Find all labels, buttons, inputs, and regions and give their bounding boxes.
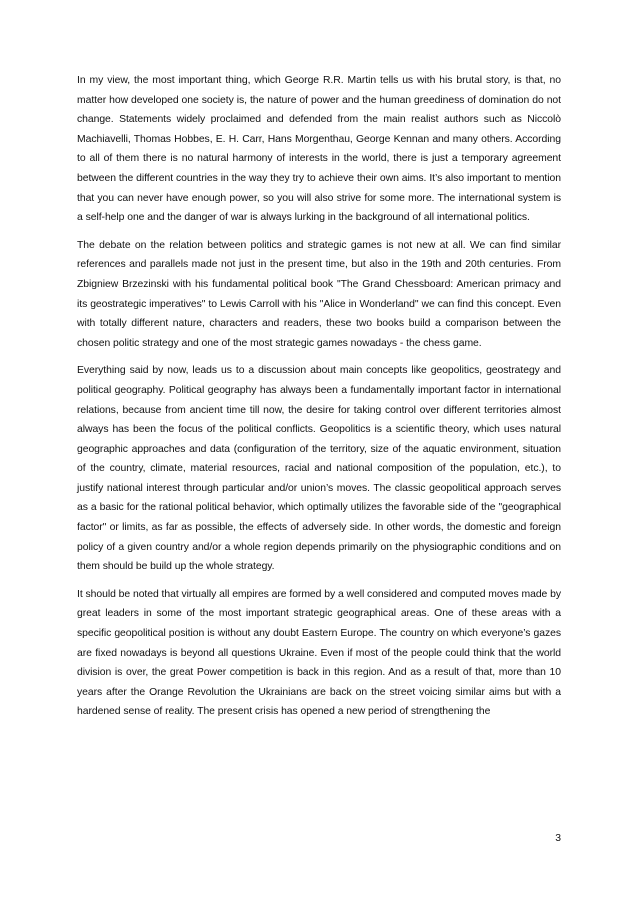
paragraph-politics-and-games: The debate on the relation between politics and strategic games is not new at all. We can find similar references and parallels made not just in the present time, but also in the 19th and 20th centuries. From Zbigniew Brzezinski with his fundamental political book "The Grand Chessboard: American primacy and its geostrategic imperatives" to Lewis Carroll with his "Alice in Wonderland" we can find this concept. Even with totally different nature, characters and readers, these two books build a comparison between the chosen politic strategy and one of the most strategic games nowadays - the chess game.	[77, 239, 561, 349]
page-number: 3	[555, 833, 561, 844]
paragraph-geopolitics: Everything said by now, leads us to a discussion about main concepts like geopolitics, geostrategy and political geography. Political geography has always been a fundamentally important factor in international relations, because from ancient time till now, the desire for taking control over different territories almost always has been the focus of the political conflicts. Geopolitics is a scientific theory, which uses natural geographic approaches and data (configuration of the territory, size of the aquatic environment, situation of the country, climate, material resources, racial and national composition of the population, etc.), to justify national interest through particular and/or union’s moves. The classic geopolitical approach serves as a basic for the rational political behavior, which optimally utilizes the favorable side of the "geographical factor" or limits, as far as possible, the effects of adversely side. In other words, the domestic and foreign policy of a given country and/or a whole region depends primarily on the physiographic conditions and on them should be build up the whole strategy.	[77, 365, 561, 573]
paragraph-realism: In my view, the most important thing, which George R.R. Martin tells us with his brutal story, is that, no matter how developed one society is, the nature of power and the human greediness of domination do not change. Statements widely proclaimed and defended from the main realist authors such as Niccolò Machiavelli, Thomas Hobbes, E. H. Carr, Hans Morgenthau, George Kennan and many others. According to all of them there is no natural harmony of interests in the world, there is just a temporary agreement between the different countries in the way they try to achieve their own aims. It’s also important to mention that you can never have enough power, so you will also strive for some more. The international system is a self-help one and the danger of war is always lurking in the background of all international politics.	[77, 75, 561, 224]
paragraph-ukraine: It should be noted that virtually all empires are formed by a well considered and computed moves made by great leaders in some of the most important strategic geographical areas. One of these areas with a specific geopolitical position is without any doubt Eastern Europe. The country on which everyone’s gazes are fixed nowadays is beyond all questions Ukraine. Even if most of the people could think that the world division is over, the great Power competition is back in this region. And as a result of that, more than 10 years after the Orange Revolution the Ukrainians are back on the street voicing similar aims but with a hardened sense of reality. The present crisis has opened a new period of strengthening the	[77, 588, 561, 718]
body-text	[77, 71, 561, 730]
